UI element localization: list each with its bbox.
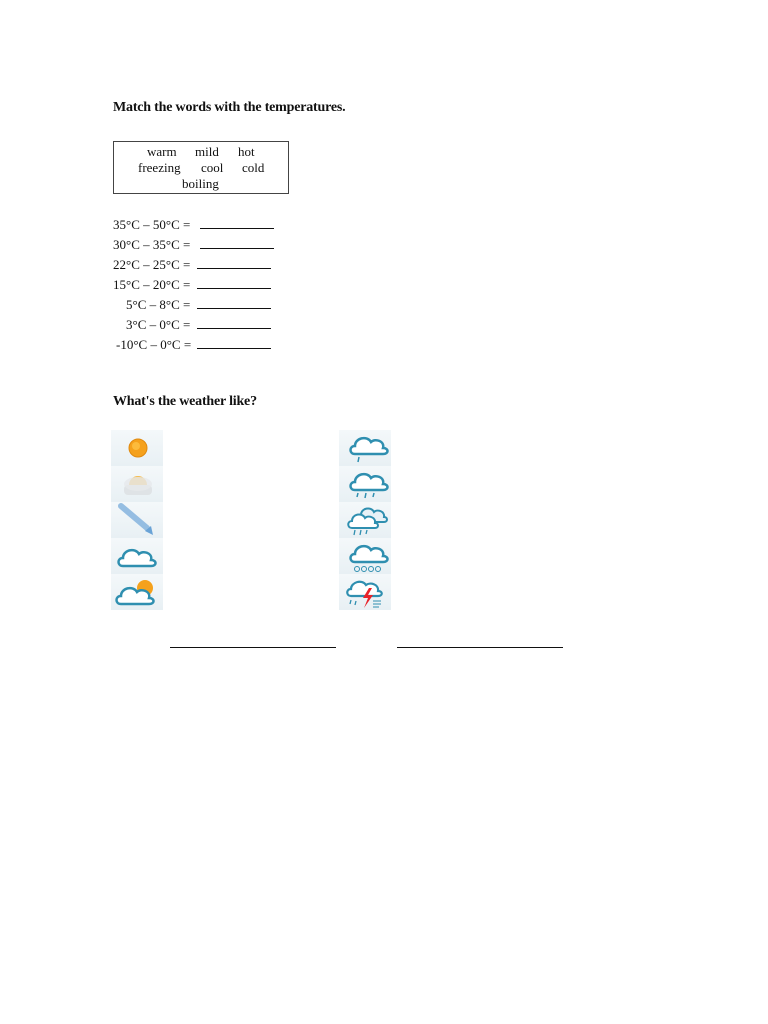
haze-sun-icon [111,466,163,502]
equation-text: 22°C – 25°C = [113,257,191,272]
thunderstorm-icon [339,574,391,610]
equation-text: 15°C – 20°C = [113,277,191,292]
exercise1-heading: Match the words with the temperatures. [113,100,346,115]
word-boiling: boiling [182,176,219,191]
answer-blank[interactable] [197,256,271,269]
equation-text: 30°C – 35°C = [113,237,191,252]
answer-blank[interactable] [197,276,271,289]
equation-row [113,216,274,234]
equation-row [116,336,271,354]
equation-text: 35°C – 50°C = [113,217,191,232]
answer-blank[interactable] [197,336,271,349]
equation-text: 3°C – 0°C = [126,317,191,332]
answer-blank[interactable] [197,316,271,329]
equation-row [113,236,274,254]
word-cold: cold [242,160,265,175]
light-rain-icon [339,430,391,466]
answer-line-left[interactable] [170,647,336,648]
answer-blank[interactable] [200,216,274,229]
word-freezing: freezing [138,160,181,175]
word-warm: warm [147,144,177,159]
cloud-icon [111,538,163,574]
sun-icon [111,430,163,466]
answer-blank[interactable] [197,296,271,309]
equation-row [113,256,271,274]
word-mild: mild [195,144,219,159]
word-cool: cool [201,160,224,175]
word-bank-box [113,141,289,194]
word-hot: hot [238,144,255,159]
equation-row [113,276,271,294]
rain-icon [339,466,391,502]
heavy-rain-icon [339,502,391,538]
equation-text: 5°C – 8°C = [126,297,191,312]
snow-icon [339,538,391,574]
equation-text: -10°C – 0°C = [116,337,192,352]
wind-icon [111,502,163,538]
equation-row [126,296,271,314]
exercise2-heading: What's the weather like? [113,394,257,409]
equation-row [126,316,271,334]
partly-cloudy-icon [111,574,163,610]
answer-line-right[interactable] [397,647,563,648]
answer-blank[interactable] [200,236,274,249]
